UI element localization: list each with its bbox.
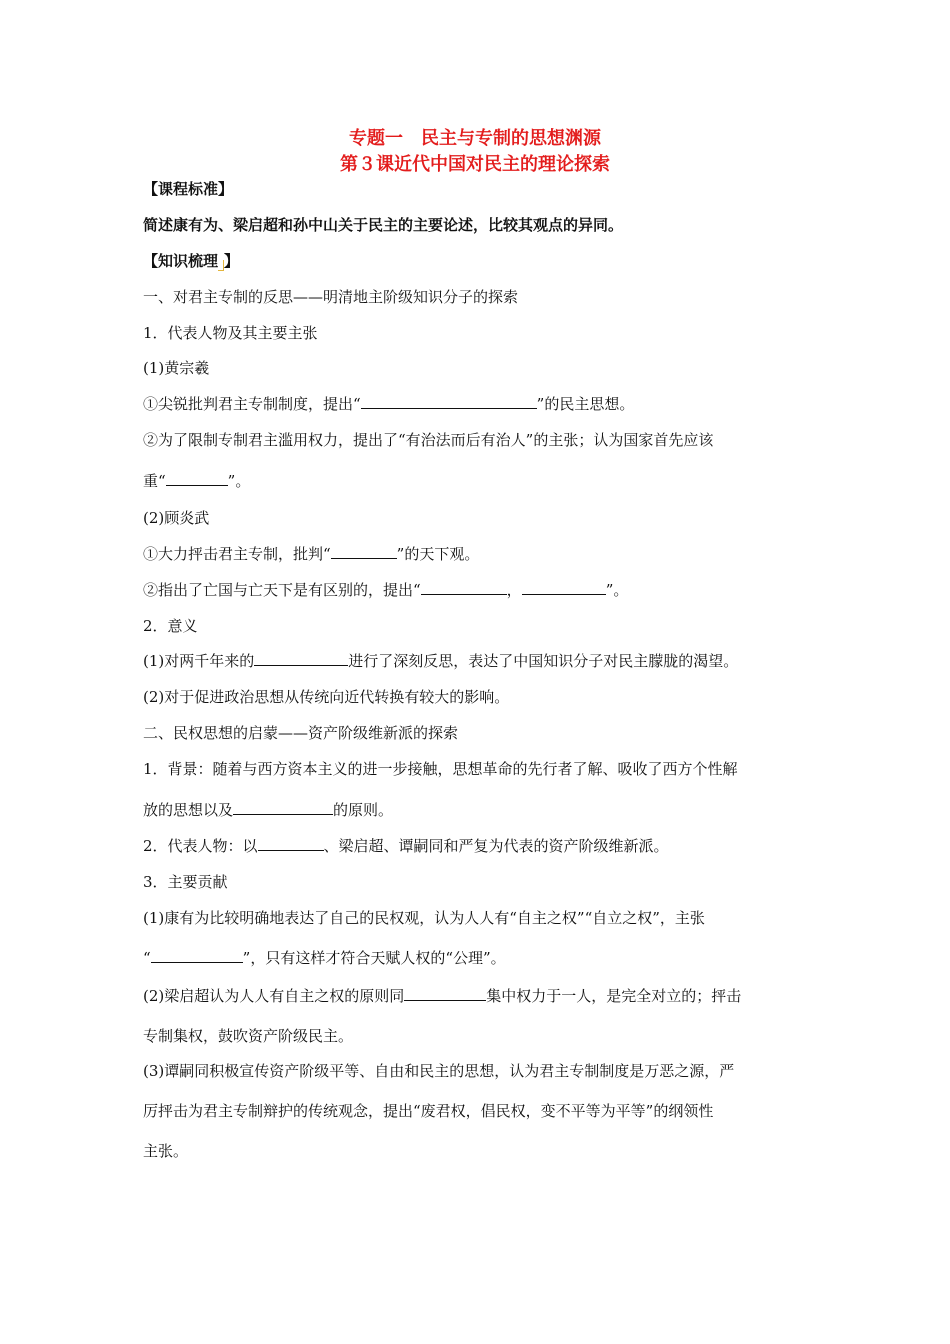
text-segment: ”。	[605, 581, 629, 599]
huang-point-2-cont	[143, 470, 823, 491]
tan-line-3: 主张。	[143, 1142, 189, 1160]
huang-point-1	[143, 393, 823, 414]
fill-blank	[404, 986, 486, 1001]
text-segment: 、梁启超、谭嗣同和严复为代表的资产阶级维新派。	[323, 837, 669, 855]
text-segment: 的原则。	[333, 801, 394, 819]
background-line-1: 1．背景：随着与西方资本主义的进一步接触，思想革命的先行者了解、吸收了西方个性解	[143, 760, 738, 778]
fill-blank	[254, 651, 348, 666]
liang-line-2: 专制集权，鼓吹资产阶级民主。	[143, 1027, 354, 1045]
gu-point-1	[143, 543, 823, 564]
text-segment: 放的思想以及	[143, 801, 234, 819]
kang-line-1: (1)康有为比较明确地表达了自己的民权观，认为人人有“自主之权”“自立之权”，主张	[143, 909, 705, 927]
part1-item2: 2．意义	[143, 617, 198, 635]
liang-line-1	[143, 985, 823, 1006]
text-segment: ，	[506, 581, 522, 599]
text-segment: ②指出了亡国与亡天下是有区别的，提出“	[143, 581, 421, 599]
knowledge-heading	[143, 250, 823, 271]
text-segment: 集中权力于一人，是完全对立的；抨击	[486, 987, 742, 1005]
knowledge-heading-right: 】	[224, 252, 240, 270]
kang-line-2	[143, 947, 823, 968]
representatives	[143, 835, 823, 856]
fill-blank	[166, 471, 228, 486]
background-line-2	[143, 799, 823, 820]
fill-blank	[522, 580, 606, 595]
tan-line-2: 厉抨击为君主专制辩护的传统观念，提出“废君权，倡民权，变不平等为平等”的纲领性	[143, 1102, 714, 1120]
contributions-heading: 3．主要贡献	[143, 873, 228, 891]
tan-line-1: (3)谭嗣同积极宣传资产阶级平等、自由和民主的思想，认为君主专制制度是万恶之源，严	[143, 1062, 735, 1080]
text-segment: ”的天下观。	[396, 545, 480, 563]
part2-heading: 二、民权思想的启蒙——资产阶级维新派的探索	[143, 724, 459, 742]
knowledge-heading-left: 【知识梳理	[143, 252, 219, 270]
fill-blank	[361, 394, 537, 409]
gu-heading: (2)顾炎武	[143, 509, 210, 527]
standard-heading: 【课程标准】	[143, 180, 234, 198]
part1-heading: 一、对君主专制的反思——明清地主阶级知识分子的探索	[143, 288, 519, 306]
text-segment: “	[143, 949, 151, 967]
text-segment: ①尖锐批判君主专制制度，提出“	[143, 395, 361, 413]
lesson-title: 第３课近代中国对民主的理论探索	[340, 154, 610, 175]
fill-blank	[151, 948, 243, 963]
significance-2: (2)对于促进政治思想从传统向近代转换有较大的影响。	[143, 688, 510, 706]
text-segment: 进行了深刻反思，表达了中国知识分子对民主朦胧的渴望。	[348, 652, 739, 670]
text-segment: ①大力抨击君主专制，批判“	[143, 545, 331, 563]
text-segment: ”的民主思想。	[536, 395, 635, 413]
text-segment: 重“	[143, 472, 166, 490]
significance-1	[143, 650, 823, 671]
huang-heading: (1)黄宗羲	[143, 359, 210, 377]
fill-blank	[233, 800, 333, 815]
text-segment: ”，只有这样才符合天赋人权的“公理”。	[242, 949, 506, 967]
fill-blank	[258, 836, 324, 851]
part1-item1: 1．代表人物及其主要主张	[143, 324, 318, 342]
standard-text: 简述康有为、梁启超和孙中山关于民主的主要论述，比较其观点的异同。	[143, 216, 624, 234]
text-segment: (2)梁启超认为人人有自主之权的原则同	[143, 987, 405, 1005]
fill-blank	[421, 580, 507, 595]
huang-point-2: ②为了限制专制君主滥用权力，提出了“有治法而后有治人”的主张；认为国家首先应该	[143, 431, 714, 449]
text-segment: (1)对两千年来的	[143, 652, 255, 670]
text-segment: 2．代表人物：以	[143, 837, 258, 855]
fill-blank	[331, 544, 397, 559]
text-segment: ”。	[227, 472, 251, 490]
topic-title: 专题一 民主与专制的思想渊源	[349, 128, 601, 149]
gu-point-2	[143, 579, 823, 600]
